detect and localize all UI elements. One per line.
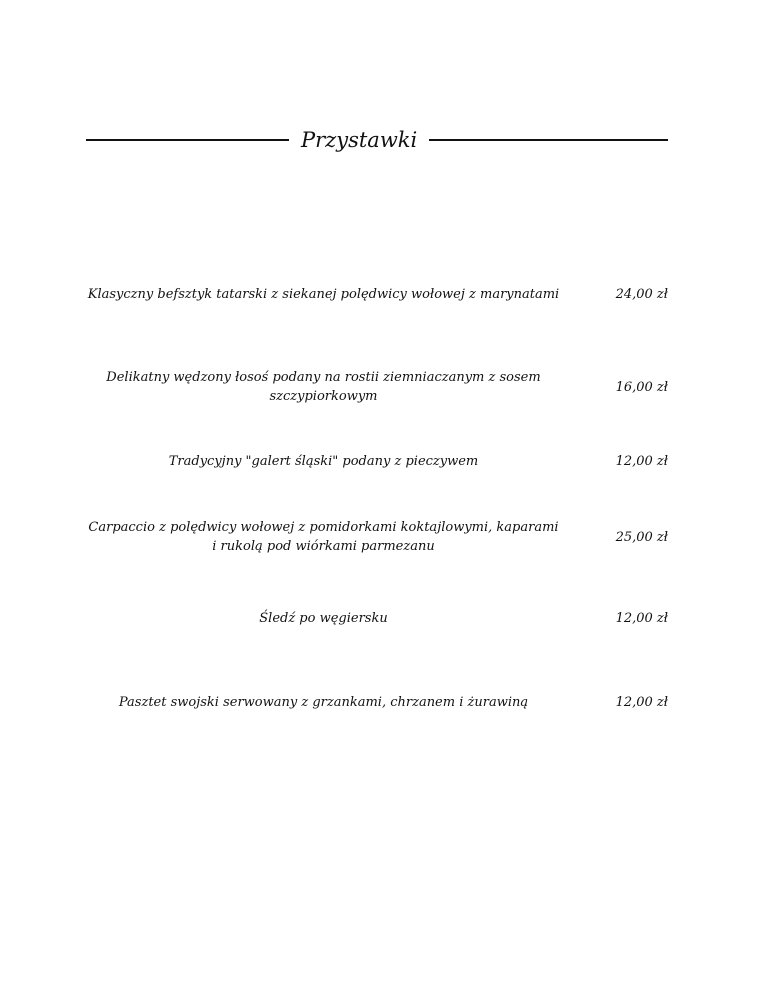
menu-item-price: 16,00 zł bbox=[615, 379, 668, 395]
menu-item-price: 24,00 zł bbox=[615, 286, 668, 302]
menu-item bbox=[86, 274, 668, 314]
menu-item-description: Delikatny wędzony łosoś podany na rostii ziemniaczanym z sosem szczypiorkowym bbox=[106, 370, 541, 404]
header-rule-right bbox=[429, 139, 668, 141]
menu-item bbox=[86, 451, 668, 471]
menu-item-price: 12,00 zł bbox=[615, 610, 668, 626]
menu-item-price: 12,00 zł bbox=[615, 694, 668, 710]
menu-item-description: Klasyczny befsztyk tatarski z siekanej polędwicy wołowej z marynatami bbox=[87, 286, 560, 302]
menu-item bbox=[86, 692, 668, 712]
section-title: Przystawki bbox=[301, 128, 418, 152]
header-rule-left bbox=[86, 139, 289, 141]
menu-item bbox=[86, 608, 668, 628]
menu-item-description: Carpaccio z polędwicy wołowej z pomidorkami koktajlowymi, kaparami i rukolą pod wiórkami parmezanu bbox=[88, 520, 559, 554]
menu-item-description: Tradycyjny "galert śląski" podany z pieczywem bbox=[168, 453, 479, 469]
section-header bbox=[86, 122, 668, 158]
menu-item-description: Śledź po węgiersku bbox=[259, 610, 388, 626]
menu-item-description: Pasztet swojski serwowany z grzankami, chrzanem i żurawiną bbox=[118, 694, 529, 710]
menu-item bbox=[86, 517, 668, 557]
menu-item-price: 25,00 zł bbox=[615, 529, 668, 545]
menu-item bbox=[86, 367, 668, 407]
menu-item-price: 12,00 zł bbox=[615, 453, 668, 469]
